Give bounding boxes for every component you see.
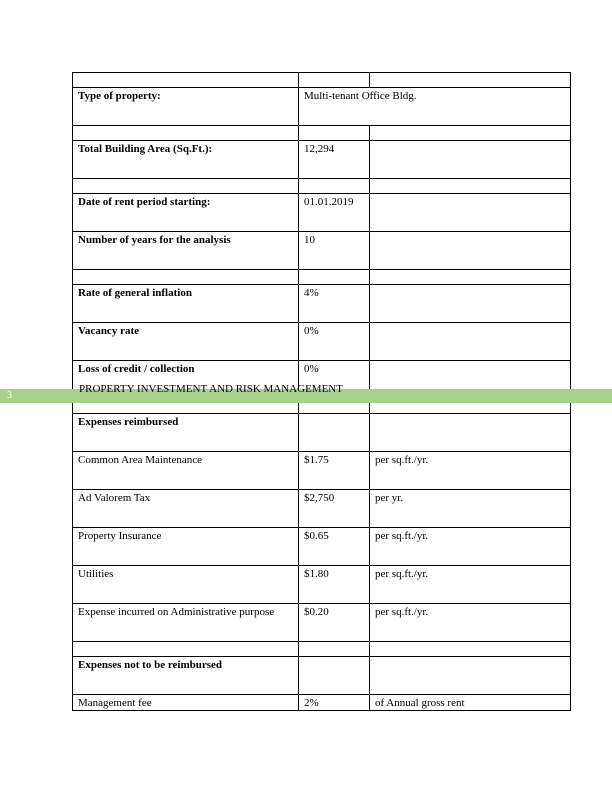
expense-unit: per sq.ft./yr. (370, 528, 571, 566)
spacer-row (73, 270, 571, 285)
expense-unit: per yr. (370, 490, 571, 528)
vacancy-rate-unit (370, 323, 571, 361)
table-row (73, 452, 571, 490)
management-fee-unit: of Annual gross rent (370, 695, 571, 711)
type-of-property-label: Type of property: (73, 88, 299, 126)
date-of-rent-period-label: Date of rent period starting: (73, 194, 299, 232)
spacer-row (73, 73, 571, 88)
expense-label: Expense incurred on Administrative purpose (73, 604, 299, 642)
type-of-property-value: Multi-tenant Office Bldg. (299, 88, 571, 126)
vacancy-rate-label: Vacancy rate (73, 323, 299, 361)
expense-unit: per sq.ft./yr. (370, 452, 571, 490)
expense-label: Common Area Maintenance (73, 452, 299, 490)
table-row (73, 657, 571, 695)
vacancy-rate-value: 0% (299, 323, 370, 361)
table-row (73, 232, 571, 270)
loss-of-credit-value: 0% (299, 361, 370, 399)
expense-value: $0.20 (299, 604, 370, 642)
spacer-row (73, 126, 571, 141)
table-row (73, 323, 571, 361)
date-of-rent-period-value: 01.01.2019 (299, 194, 370, 232)
spacer-row (73, 179, 571, 194)
table-row (73, 566, 571, 604)
general-inflation-value: 4% (299, 285, 370, 323)
total-building-area-value: 12,294 (299, 141, 370, 179)
table-row (73, 194, 571, 232)
table-row (73, 695, 571, 711)
loss-of-credit-label: Loss of credit / collection (73, 361, 299, 399)
table-row (73, 490, 571, 528)
total-building-area-unit (370, 141, 571, 179)
general-inflation-label: Rate of general inflation (73, 285, 299, 323)
expense-label: Property Insurance (73, 528, 299, 566)
expense-value: $1.75 (299, 452, 370, 490)
expenses-reimbursed-heading: Expenses reimbursed (73, 414, 299, 452)
expense-unit: per sq.ft./yr. (370, 566, 571, 604)
table-row (73, 528, 571, 566)
expense-value: $0.65 (299, 528, 370, 566)
table-row (73, 414, 571, 452)
management-fee-value: 2% (299, 695, 370, 711)
expense-label: Ad Valorem Tax (73, 490, 299, 528)
expense-value: $2,750 (299, 490, 370, 528)
expenses-not-reimbursed-heading: Expenses not to be reimbursed (73, 657, 299, 695)
general-inflation-unit (370, 285, 571, 323)
table-row (73, 604, 571, 642)
management-fee-label: Management fee (73, 695, 299, 711)
date-of-rent-period-unit (370, 194, 571, 232)
table-row (73, 141, 571, 179)
expense-value: $1.80 (299, 566, 370, 604)
running-head-title: PROPERTY INVESTMENT AND RISK MANAGEMENT (79, 383, 343, 395)
expense-label: Utilities (73, 566, 299, 604)
years-analysis-unit (370, 232, 571, 270)
spacer-row (73, 642, 571, 657)
table-row (73, 88, 571, 126)
years-analysis-label: Number of years for the analysis (73, 232, 299, 270)
years-analysis-value: 10 (299, 232, 370, 270)
page-number: 3 (7, 390, 12, 401)
table-row (73, 285, 571, 323)
expense-unit: per sq.ft./yr. (370, 604, 571, 642)
total-building-area-label: Total Building Area (Sq.Ft.): (73, 141, 299, 179)
